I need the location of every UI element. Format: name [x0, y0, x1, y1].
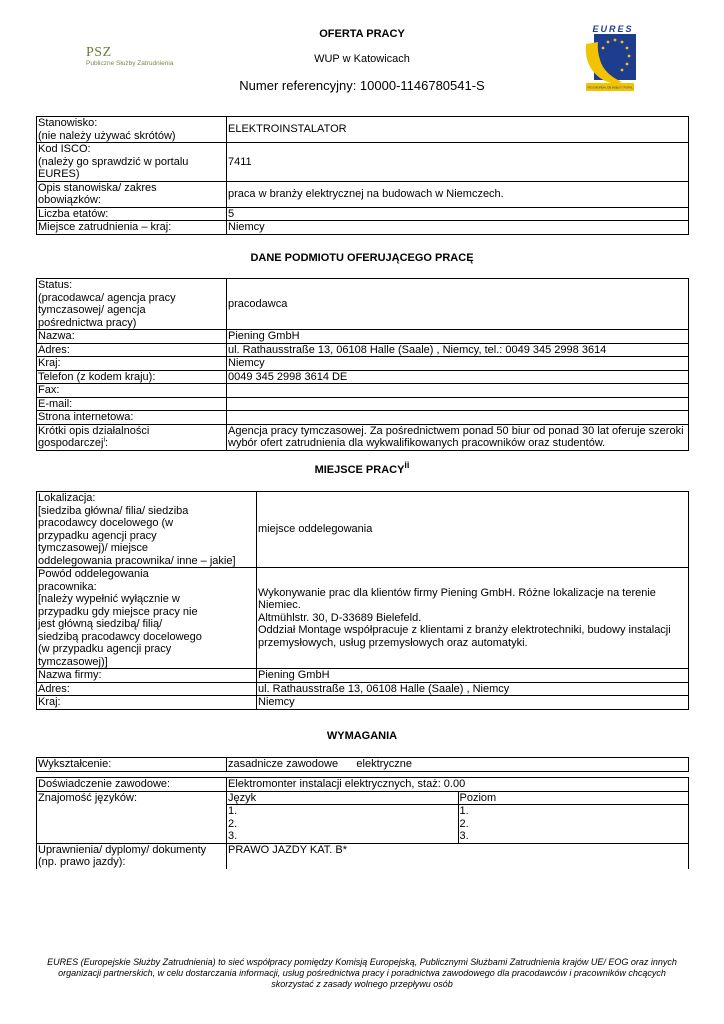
table-row [37, 778, 689, 792]
table-row [37, 843, 689, 869]
document-title: OFERTA PRACY [319, 28, 405, 40]
languages-col-language: Język [227, 792, 458, 805]
table-row [37, 492, 689, 568]
employer-country-label: Kraj: [37, 357, 227, 371]
employer-address-value: ul. Rathausstraße 13, 06108 Halle (Saale) , Niemcy, tel.: 0049 345 2998 3614 [227, 343, 689, 357]
employer-name-label: Nazwa: [37, 330, 227, 344]
table-row [37, 682, 689, 696]
experience-value: Elektromonter instalacji elektrycznych, staż: 0.00 [227, 778, 689, 792]
reference-number: Numer referencyjny: 10000-1146780541-S [239, 78, 485, 93]
table-row [37, 397, 689, 411]
isco-code-value: 7411 [227, 143, 689, 182]
workplace-country-value: Niemcy [257, 696, 689, 710]
table-row [37, 181, 689, 207]
employer-activity-label-text: Krótki opis działalności gospodarczej [38, 424, 150, 449]
employer-table [36, 278, 689, 451]
languages-label: Znajomość języków: [37, 791, 227, 843]
employer-phone-label: Telefon (z kodem kraju): [37, 370, 227, 384]
employer-fax-value [227, 384, 689, 398]
education-label: Wykształcenie: [37, 758, 227, 772]
eures-logo [582, 24, 638, 94]
psz-logo-main-text: PSZ [86, 45, 112, 60]
languages-row [227, 818, 689, 831]
licenses-label: Uprawnienia/ dyplomy/ dokumenty (np. prawo jazdy): [37, 843, 227, 869]
language-level-2: 2. [459, 817, 469, 830]
positions-count-value: 5 [227, 207, 689, 221]
table-row [37, 279, 689, 330]
job-table [36, 116, 689, 235]
requirements-table [36, 757, 689, 869]
workplace-country-label: Kraj: [37, 696, 257, 710]
employer-activity-label [37, 424, 227, 450]
company-name-value: Piening GmbH [257, 669, 689, 683]
workplace-address-label: Adres: [37, 682, 257, 696]
table-row [37, 411, 689, 425]
eures-logo-tagline: THE EUROPEAN JOB MOBILITY PORTAL [587, 86, 633, 90]
location-value: miejsce oddelegowania [257, 492, 689, 568]
language-level-3: 3. [459, 830, 469, 842]
workplace-section-title [0, 460, 724, 477]
languages-cell [227, 791, 689, 843]
table-row [37, 330, 689, 344]
languages-row [227, 830, 689, 843]
table-row [37, 669, 689, 683]
employer-website-value [227, 411, 689, 425]
language-level-1: 1. [459, 805, 469, 817]
employment-country-label: Miejsce zatrudnienia – kraj: [37, 221, 227, 235]
employer-email-value [227, 397, 689, 411]
footnote-marker: ii [404, 460, 410, 470]
footnote-marker: i [103, 436, 105, 444]
table-row [37, 384, 689, 398]
workplace-table [36, 491, 689, 710]
languages-header-row [227, 792, 689, 805]
job-position-value: ELEKTROINSTALATOR [227, 117, 689, 143]
job-position-label: Stanowisko: (nie należy używać skrótów) [37, 117, 227, 143]
employer-email-label: E-mail: [37, 397, 227, 411]
employer-country-value: Niemcy [227, 357, 689, 371]
employer-address-label: Adres: [37, 343, 227, 357]
location-label: Lokalizacja: [siedziba główna/ filia/ siedziba pracodawcy docelowego (w przypadku agencji pracy tymczasowej)/ miejsce oddelegowania pracownika/ inne – jakie] [37, 492, 257, 568]
requirements-section-title: WYMAGANIA [326, 730, 398, 742]
company-name-label: Nazwa firmy: [37, 669, 257, 683]
workplace-section-title-text: MIEJSCE PRACY [314, 464, 405, 476]
employer-status-label: Status: (pracodawca/ agencja pracy tymczasowej/ agencja pośrednictwa pracy) [37, 279, 227, 330]
table-row [37, 343, 689, 357]
languages-col-level: Poziom [458, 792, 689, 805]
education-value: zasadnicze zawodowe elektryczne [227, 758, 689, 772]
job-description-value: praca w branży elektrycznej na budowach w Niemczech. [227, 181, 689, 207]
languages-row [227, 805, 689, 818]
table-row [37, 143, 689, 182]
delegation-reason-label: Powód oddelegowania pracownika: [należy wypełnić wyłącznie w przypadku gdy miejsce pracy nie jest główną siedzibą/ filią/ siedzibą pracodawcy docelowego (w przypadku agencji pracy tymczasowej)] [37, 568, 257, 669]
employer-activity-label-colon: : [105, 437, 109, 449]
language-1: 1. [227, 805, 458, 818]
employer-website-label: Strona internetowa: [37, 411, 227, 425]
isco-code-label: Kod ISCO: (należy go sprawdzić w portalu EURES) [37, 143, 227, 182]
table-row [37, 424, 689, 450]
experience-label: Doświadczenie zawodowe: [37, 778, 227, 792]
languages-table [227, 792, 689, 843]
workplace-address-value: ul. Rathausstraße 13, 06108 Halle (Saale) , Niemcy [257, 682, 689, 696]
language-3: 3. [227, 830, 458, 843]
table-row [37, 221, 689, 235]
positions-count-label: Liczba etatów: [37, 207, 227, 221]
table-row [37, 568, 689, 669]
table-row [37, 357, 689, 371]
language-2: 2. [227, 818, 458, 831]
employer-name-value: Piening GmbH [227, 330, 689, 344]
document-subtitle: WUP w Katowicach [314, 53, 410, 65]
licenses-value: PRAWO JAZDY KAT. B* [227, 843, 689, 869]
eures-logo-text: EURES [592, 24, 634, 34]
employer-fax-label: Fax: [37, 384, 227, 398]
employer-phone-value: 0049 345 2998 3614 DE [227, 370, 689, 384]
employer-status-value: pracodawca [227, 279, 689, 330]
table-row [37, 758, 689, 772]
footer-eures-description: EURES (Europejskie Służby Zatrudnienia) to sieć współpracy pomiędzy Komisją Europejską, Publicznymi Służbami Zatrudnienia krajów UE/ EOG oraz innych organizacji partnerskich, w celu dostarczania informacji, usług pośrednictwa pracy i poradnictwa zawodowego dla pracodawców i pracowników chcących skorzystać z zasady wolnego przepływu osób [47, 957, 677, 989]
table-row [37, 696, 689, 710]
table-row [37, 370, 689, 384]
psz-logo-sub-text: Publiczne Służby Zatrudnienia [86, 60, 174, 67]
employer-section-title: DANE PODMIOTU OFERUJĄCEGO PRACĘ [250, 252, 474, 264]
table-row [37, 117, 689, 143]
delegation-reason-value: Wykonywanie prac dla klientów firmy Piening GmbH. Różne lokalizacje na terenie Niemiec. Altmühlstr. 30, D-33689 Bielefeld. Oddział Montage współpracuje z klientami z branży elektrotechniki, budowy instalacji przemysłowych, usług przemysłowych oraz automatyki. [257, 568, 689, 669]
table-row [37, 207, 689, 221]
job-description-label: Opis stanowiska/ zakres obowiązków: [37, 181, 227, 207]
table-row [37, 791, 689, 843]
employer-activity-value: Agencja pracy tymczasowej. Za pośrednictwem ponad 50 biur od ponad 30 lat oferuje szeroki wybór ofert zatrudnienia dla wykwalifikowanych pracowników oraz studentów. [227, 424, 689, 450]
employment-country-value: Niemcy [227, 221, 689, 235]
